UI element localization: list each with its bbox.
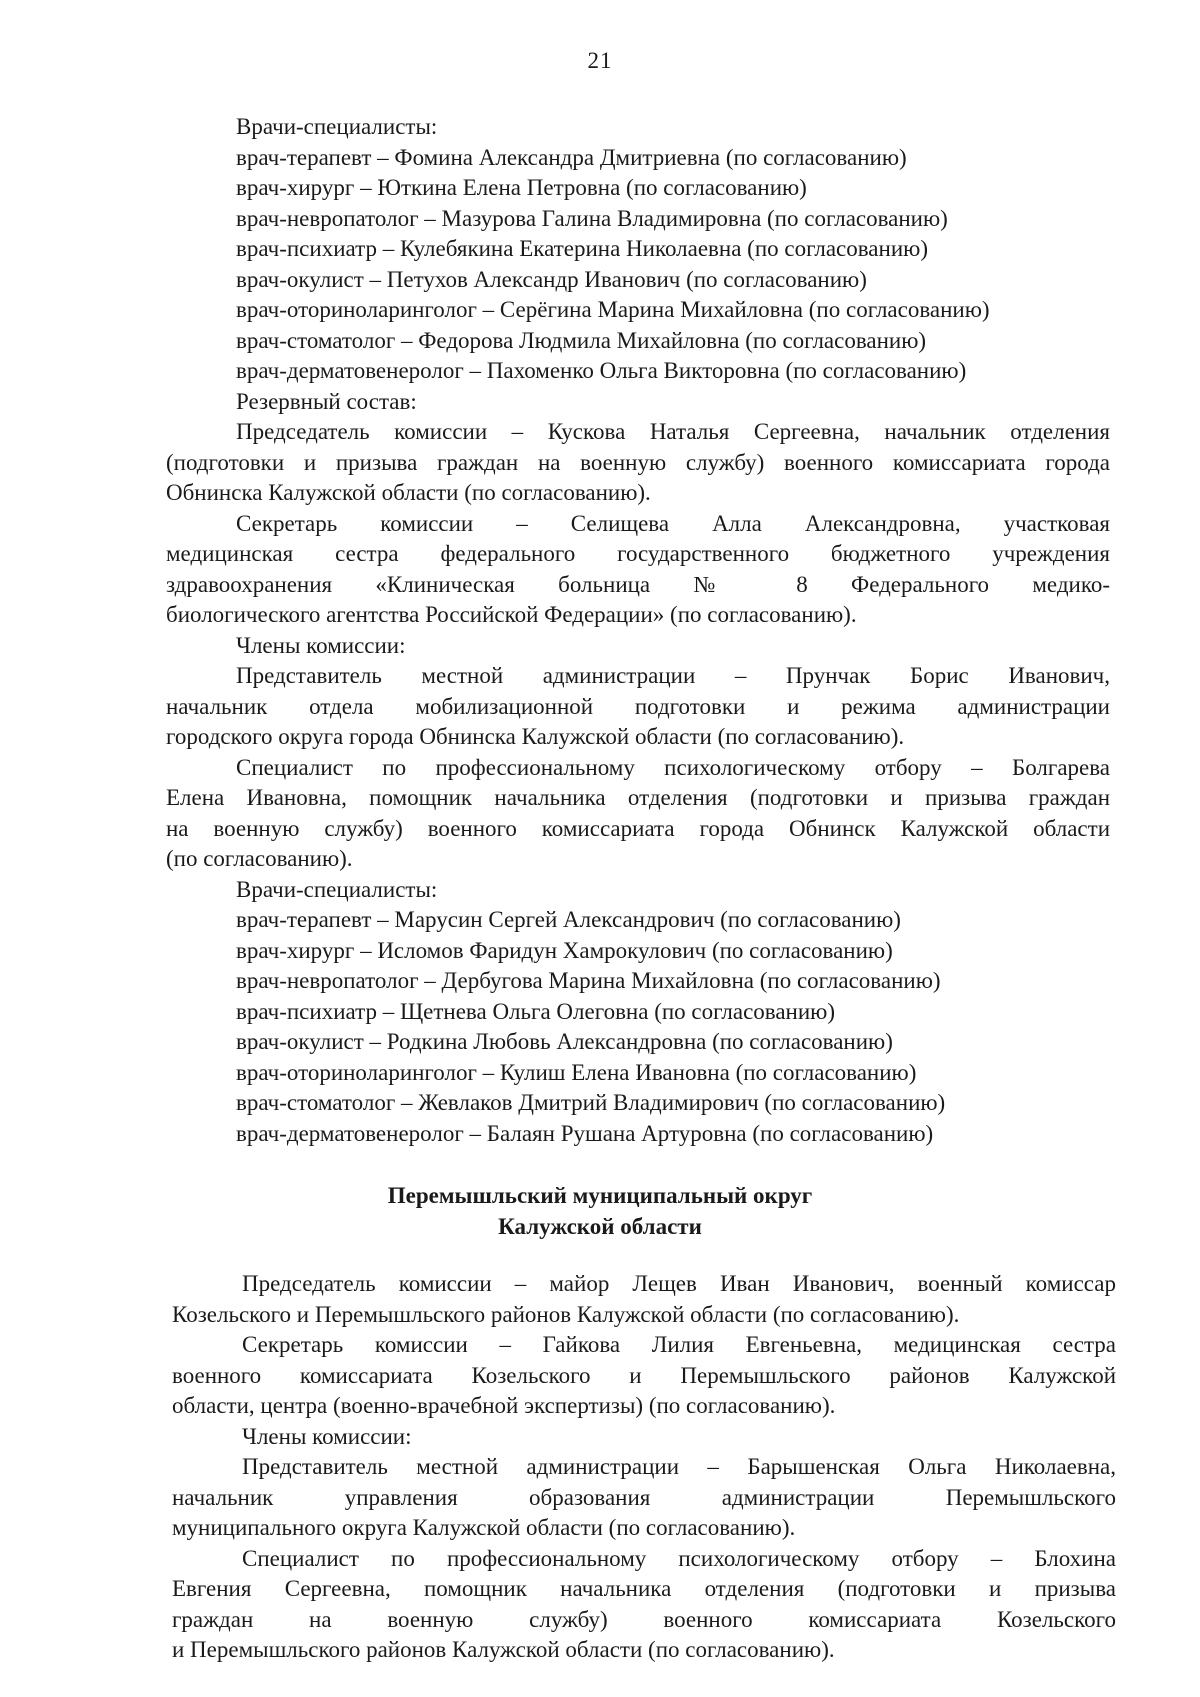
reserve-title: Резервный состав:	[236, 388, 417, 414]
psych-specialist-line: на военную службу) военного комиссариата города Обнинск Калужской области	[166, 815, 1110, 841]
psych-specialist-line: граждан на военную службу) военного комиссариата Козельского	[172, 1606, 1116, 1632]
psych-specialist-line: (по согласованию).	[166, 846, 353, 871]
reserve-chairman-line: Председатель комиссии – Кускова Наталья Сергеевна, начальник отделения	[236, 419, 1110, 444]
reserve-secretary-line: здравоохранения «Клиническая больница № 8 Федерального медико-	[166, 571, 1110, 597]
specialists-title: Врачи-специалисты:	[236, 114, 438, 139]
reserve-secretary-line: Секретарь комиссии – Селищева Алла Александровна, участковая	[236, 510, 1110, 536]
members-title: Члены комиссии:	[236, 632, 406, 658]
reserve-secretary-line: медицинская сестра федерального государственного бюджетного учреждения	[166, 541, 1110, 566]
specialist2-line: врач-окулист – Родкина Любовь Александровна (по согласованию)	[236, 1029, 893, 1054]
psych-specialist-line: Елена Ивановна, помощник начальника отделения (подготовки и призыва граждан	[166, 785, 1110, 810]
secretary-line: области, центра (военно-врачебной экспертизы) (по согласованию).	[172, 1393, 836, 1418]
specialist2-line: врач-оториноларинголог – Кулиш Елена Ивановна (по согласованию)	[236, 1059, 917, 1085]
specialist-line: врач-психиатр – Кулебякина Екатерина Николаевна (по согласованию)	[236, 236, 928, 261]
specialist-line: врач-невропатолог – Мазурова Галина Владимировна (по согласованию)	[236, 205, 948, 231]
admin-rep-line: начальник управления образования администрации Перемышльского	[172, 1484, 1116, 1510]
section-heading-line2: Калужской области	[498, 1214, 702, 1239]
section-heading-line1: Перемышльский муниципальный округ	[387, 1183, 813, 1208]
secretary-line: Секретарь комиссии – Гайкова Лилия Евгеньевна, медицинская сестра	[242, 1332, 1116, 1357]
reserve-secretary-line: биологического агентства Российской Федерации» (по согласованию).	[166, 602, 857, 627]
admin-rep-line: муниципального округа Калужской области (по согласованию).	[172, 1515, 796, 1540]
reserve-chairman-line: (подготовки и призыва граждан на военную службу) военного комиссариата города	[166, 449, 1110, 475]
specialist2-line: врач-дерматовенеролог – Балаян Рушана Артуровна (по согласованию)	[236, 1120, 934, 1146]
specialist-line: врач-оториноларинголог – Серёгина Марина Михайловна (по согласованию)	[236, 297, 990, 322]
specialist2-line: врач-невропатолог – Дербугова Марина Михайловна (по согласованию)	[236, 968, 941, 993]
specialist2-line: врач-психиатр – Щетнева Ольга Олеговна (по согласованию)	[236, 998, 836, 1024]
psych-specialist-line: Специалист по профессиональному психологическому отбору – Блохина	[242, 1545, 1116, 1571]
reserve-chairman-line: Обнинска Калужской области (по согласованию).	[166, 480, 651, 505]
specialist2-line: врач-хирург – Исломов Фаридун Хамрокулович (по согласованию)	[236, 937, 893, 963]
chairman-line: Козельского и Перемышльского районов Калужской области (по согласованию).	[172, 1301, 960, 1327]
admin-rep-line: городского округа города Обнинска Калужской области (по согласованию).	[166, 724, 905, 749]
secretary-line: военного комиссариата Козельского и Перемышльского районов Калужской	[172, 1362, 1116, 1388]
upper-section	[166, 112, 1110, 1149]
section-heading	[0, 1180, 1200, 1242]
specialists2-title: Врачи-специалисты:	[236, 876, 438, 902]
psych-specialist-line: Специалист по профессиональному психологическому отбору – Болгарева	[236, 754, 1110, 780]
lower-section	[172, 1269, 1116, 1666]
page-number: 21	[587, 48, 613, 73]
specialist-line: врач-хирург – Юткина Елена Петровна (по согласованию)	[236, 175, 807, 200]
specialist2-line: врач-терапевт – Марусин Сергей Александрович (по согласованию)	[236, 907, 901, 932]
specialist-line: врач-окулист – Петухов Александр Иванович (по согласованию)	[236, 266, 867, 292]
admin-rep-line: Представитель местной администрации – Барышенская Ольга Николаевна,	[242, 1454, 1116, 1479]
chairman-line: Председатель комиссии – майор Лещев Иван Иванович, военный комиссар	[242, 1271, 1116, 1296]
specialist-line: врач-стоматолог – Федорова Людмила Михайловна (по согласованию)	[236, 327, 927, 353]
members-title: Члены комиссии:	[242, 1423, 412, 1449]
psych-specialist-line: и Перемышльского районов Калужской области (по согласованию).	[172, 1637, 835, 1662]
specialist-line: врач-терапевт – Фомина Александра Дмитриевна (по согласованию)	[236, 144, 907, 170]
admin-rep-line: начальник отдела мобилизационной подготовки и режима администрации	[166, 693, 1110, 719]
specialist2-line: врач-стоматолог – Жевлаков Дмитрий Владимирович (по согласованию)	[236, 1090, 946, 1115]
specialist-line: врач-дерматовенеролог – Пахоменко Ольга Викторовна (по согласованию)	[236, 358, 967, 383]
psych-specialist-line: Евгения Сергеевна, помощник начальника отделения (подготовки и призыва	[172, 1576, 1116, 1601]
admin-rep-line: Представитель местной администрации – Прунчак Борис Иванович,	[236, 663, 1110, 688]
